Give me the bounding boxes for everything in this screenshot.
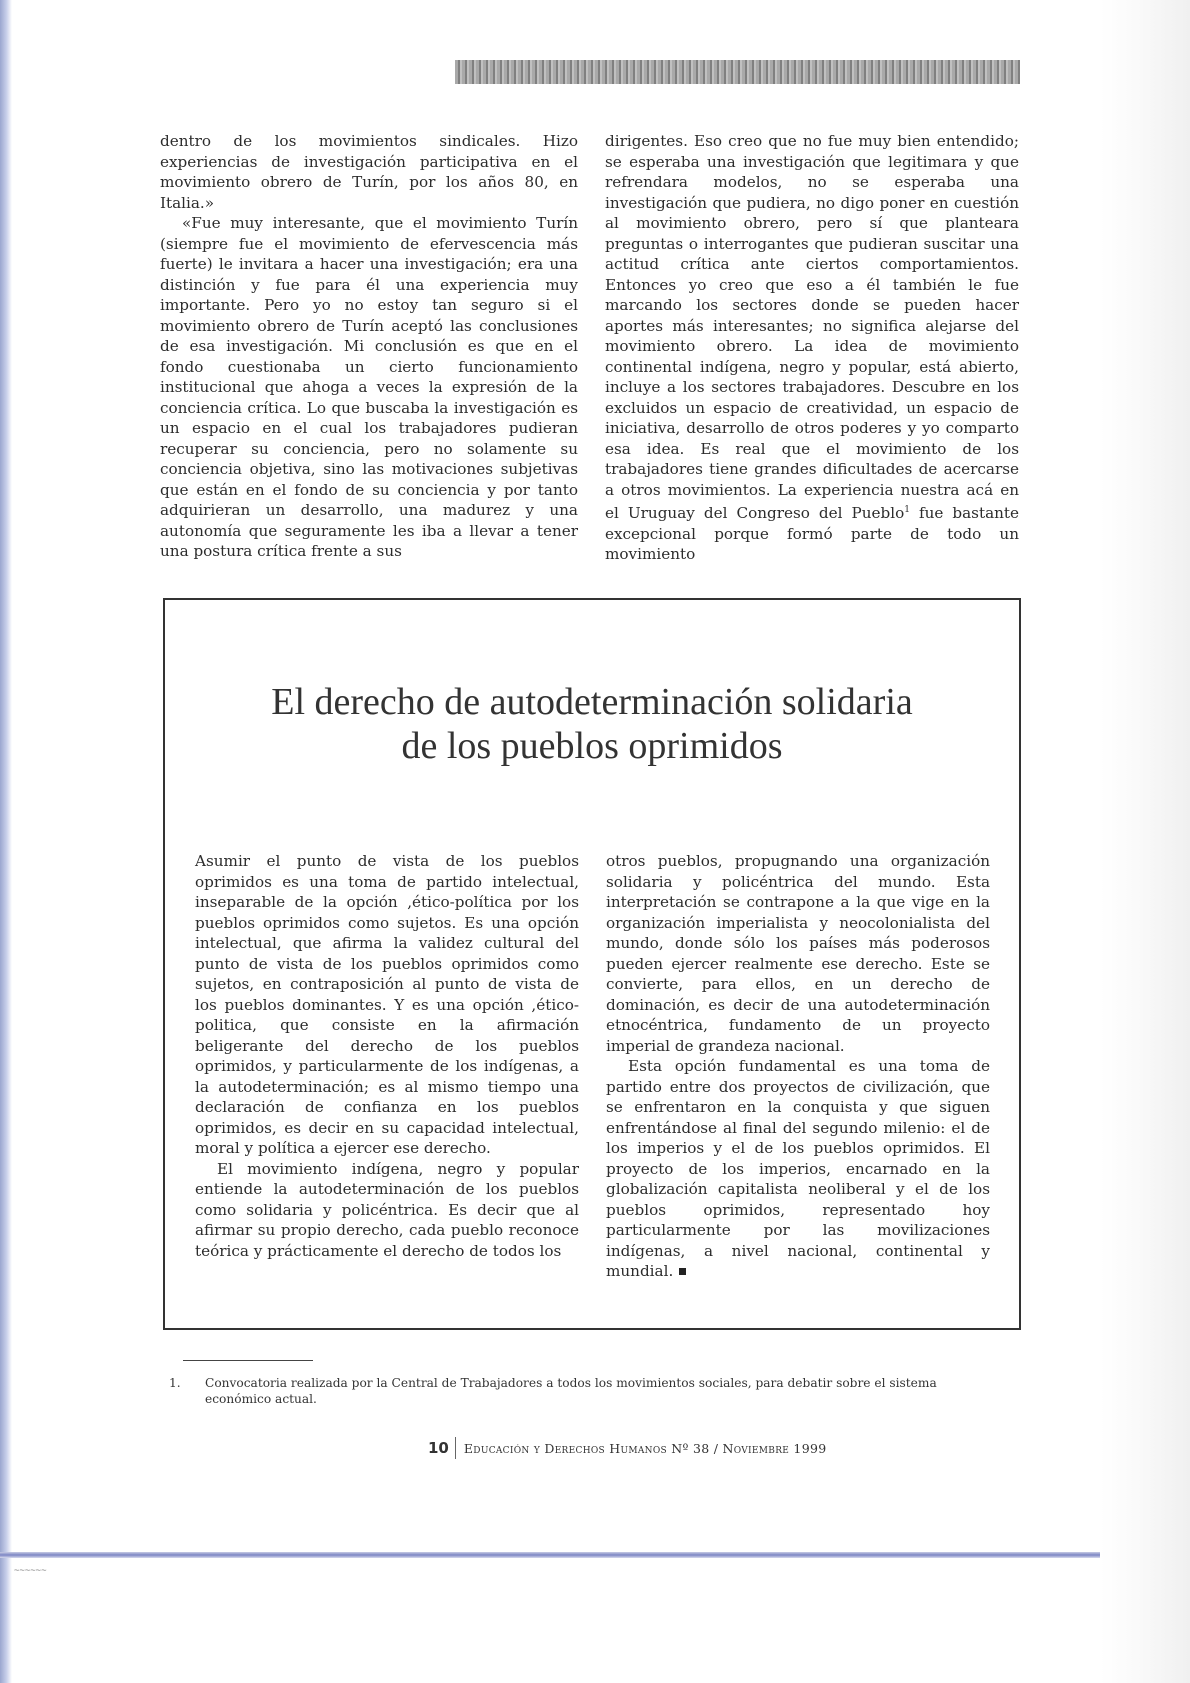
boxed-article <box>163 598 1021 1330</box>
paragraph-text: fue bastante excepcional porque formó parte de todo un movimiento <box>605 504 1019 564</box>
running-header-bar <box>455 60 1020 84</box>
scan-edge-right <box>1100 0 1190 1683</box>
footnote-text: Convocatoria realizada por la Central de Trabajadores a todos los movimientos sociales, para debatir sobre el sistema económico actual. <box>205 1376 937 1406</box>
article-title <box>165 680 1019 768</box>
paragraph: otros pueblos, propugnando una organización solidaria y policéntrica del mundo. Esta interpretación se contrapone a la que vige en la organización imperialista y neocolonialista del mundo, donde sólo los países más poderosos pueden ejercer realmente ese derecho. Este se convierte, para ellos, en un derecho de dominación, es decir de una autodeterminación etnocéntrica, fundamento de un proyecto imperial de grandeza nacional. <box>606 852 990 1055</box>
scan-edge-left <box>0 0 12 1683</box>
footnote-number: 1. <box>169 1376 181 1390</box>
box-left-column <box>195 851 579 1261</box>
paragraph <box>605 131 1019 565</box>
paragraph-text: dirigentes. Eso creo que no fue muy bien entendido; se esperaba una investigación que legitimara y que refrendara modelos, no se esperaba una investigación que pudiera, no digo poner en cuestión al movimiento obrero, pero sí que planteara preguntas o interrogantes que pudieran suscitar una actitud crítica ante ciertos comportamientos. Entonces yo creo que eso a él también le fue marcando los sectores donde se pueden hacer aportes más interesantes; no significa alejarse del movimiento obrero. La idea de movimiento continental indígena, negro y popular, está abierto, incluye a los sectores trabajadores. Descubre en los excluidos un espacio de creatividad, un espacio de iniciativa, desarrollo de otros poderes y yo comparto esa idea. Es real que el movimiento de los trabajadores tiene grandes dificultades de acercarse a otros movimientos. La experiencia nuestra acá en el Uruguay del Congreso del Pueblo <box>605 132 1019 523</box>
article-title-line-2: de los pueblos oprimidos <box>401 725 783 767</box>
paragraph: dentro de los movimientos sindicales. Hizo experiencias de investigación participativa en el movimiento obrero de Turín, por los años 80, en Italia.» <box>160 132 578 212</box>
footer-separator <box>455 1437 456 1459</box>
paragraph: Asumir el punto de vista de los pueblos oprimidos es una toma de partido intelectual, inseparable de la opción ,ético-política por los pueblos oprimidos como sujetos. Es una opción intelectual, que afirma la validez cultural del punto de vista de los pueblos oprimidos como sujetos, en contraposición al punto de vista de los pueblos dominantes. Y es una opción ,ético-politica, que consiste en la afirmación beligerante del derecho de los pueblos oprimidos, y particularmente de los indígenas, a la autodeterminación; es al mismo tiempo una declaración de confianza en los pueblos oprimidos, es decir en su capacidad intelectual, moral y política a ejercer ese derecho. <box>195 852 579 1157</box>
scan-mark: ~~~~~~ <box>14 1566 47 1576</box>
paragraph: «Fue muy interesante, que el movimiento Turín (siempre fue el movimiento de efervescencia más fuerte) le invitara a hacer una investigación; era una distinción y fue para él una experiencia muy importante. Pero yo no estoy tan seguro si el movimiento obrero de Turín aceptó las conclusiones de esa investigación. Mi conclusión es que en el fondo cuestionaba un cierto funcionamiento institucional que ahoga a veces la expresión de la conciencia crítica. Lo que buscaba la investigación es un espacio en el cual los trabajadores pudieran recuperar su conciencia, pero no solamente su conciencia objetiva, sino las motivaciones subjetivas que están en el fondo de su conciencia y por tanto adquirieran un desarrollo, una madurez y una autonomía que seguramente les iba a llevar a tener una postura crítica frente a sus <box>160 214 578 560</box>
top-right-column <box>605 131 1019 565</box>
box-right-column <box>606 851 990 1282</box>
top-left-column <box>160 131 578 562</box>
scan-edge-bottom <box>0 1552 1100 1558</box>
footnote <box>169 1375 999 1407</box>
paragraph: El movimiento indígena, negro y popular entiende la autodeterminación de los pueblos como solidaria y policéntrica. Es decir que al afirmar su propio derecho, cada pueblo reconoce teórica y prácticamente el derecho de todos los <box>195 1159 579 1260</box>
page-number: 10 <box>428 1439 449 1457</box>
journal-reference: Educación y Derechos Humanos Nº 38 / Noviembre 1999 <box>463 1441 827 1456</box>
paragraph-text: Esta opción fundamental es una toma de partido entre dos proyectos de civilización, que se enfrentaron en la conquista y que siguen enfrentándose al final del segundo milenio: el de los imperios y el de los pueblos oprimidos. El proyecto de los imperios, encarnado en la globalización capitalista neoliberal y el de los pueblos oprimidos, representado hoy particularmente por las movilizaciones indígenas, a nivel nacional, continental y mundial. <box>606 1057 990 1280</box>
footnote-rule <box>183 1360 313 1361</box>
page-footer <box>428 1437 826 1457</box>
paragraph <box>606 1056 990 1282</box>
footnote-ref[interactable]: 1 <box>904 505 910 515</box>
article-title-line-1: El derecho de autodeterminación solidaria <box>271 681 913 723</box>
end-mark-icon <box>679 1268 686 1275</box>
